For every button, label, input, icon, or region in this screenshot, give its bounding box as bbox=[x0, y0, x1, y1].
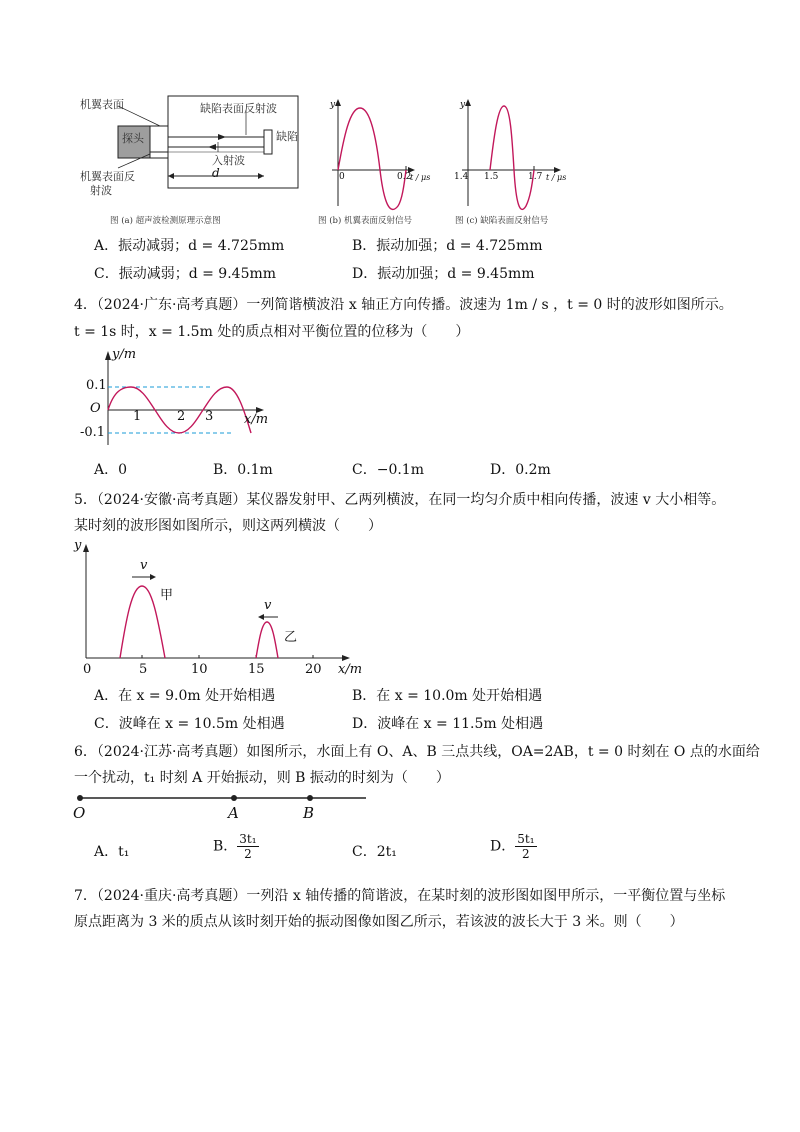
fig-c-y: y bbox=[460, 100, 466, 110]
q4-wave-graph bbox=[80, 345, 280, 450]
q7-stem-line-2: 原点距离为 3 米的质点从该时刻开始的振动图像如图乙所示，若该波的波长大于 3 米。则（ ） bbox=[74, 914, 684, 930]
fig-a-label-d: d bbox=[212, 166, 220, 180]
fig-b-caption: 图 (b) 机翼表面反射信号 bbox=[318, 216, 412, 226]
q5-option-c[interactable]: C．波峰在 x = 10.5m 处相遇 bbox=[94, 716, 285, 732]
q6-stem-line-1: 6．（2024·江苏·高考真题）如图所示，水面上有 O、A、B 三点共线，OA=2AB，t = 0 时刻在 O 点的水面给 bbox=[74, 744, 760, 760]
q5-graph-x5: 5 bbox=[139, 662, 148, 677]
q5-graph-v2: v bbox=[264, 598, 272, 613]
q3-option-d[interactable]: D．振动加强；d = 9.45mm bbox=[352, 266, 535, 282]
q5-wave-jia bbox=[120, 586, 165, 658]
q5-graph-wave1: 甲 bbox=[160, 588, 174, 603]
q6-option-b-prefix: B． bbox=[213, 838, 238, 855]
fig-c-t: t / μs bbox=[546, 173, 567, 182]
fig-b-tick: 0.2 bbox=[397, 172, 412, 182]
fig-c-caption: 图 (c) 缺陷表面反射信号 bbox=[455, 216, 549, 226]
fig-b-t: t / μs bbox=[410, 173, 431, 182]
q6-point-o: O bbox=[73, 804, 86, 822]
fig-b-origin: 0 bbox=[339, 172, 345, 182]
q6-option-b[interactable] bbox=[213, 832, 259, 861]
q5-wave-yi bbox=[256, 622, 278, 658]
fig-a-label-probe: 探头 bbox=[122, 132, 144, 145]
q4-graph-x2: 2 bbox=[177, 409, 186, 424]
q3-option-c[interactable]: C．振动减弱；d = 9.45mm bbox=[94, 266, 277, 282]
q5-option-a[interactable]: A．在 x = 9.0m 处开始相遇 bbox=[94, 688, 276, 704]
fig-a-label-incident: 入射波 bbox=[212, 154, 245, 167]
fig-a-label-defect: 缺陷 bbox=[276, 130, 298, 143]
q5-graph-ylabel: y bbox=[74, 538, 82, 553]
q6-option-d-num: 5t₁ bbox=[517, 832, 535, 846]
q6-option-c[interactable]: C．2t₁ bbox=[352, 844, 397, 860]
q6-option-b-den: 2 bbox=[244, 847, 252, 861]
q6-option-b-fraction bbox=[237, 832, 258, 861]
q4-graph-x3: 3 bbox=[205, 409, 214, 424]
q4-graph-xlabel: x/m bbox=[244, 412, 269, 427]
q6-option-b-num: 3t₁ bbox=[239, 832, 257, 846]
q4-stem-line-1: 4．（2024·广东·高考真题）一列简谐横波沿 x 轴正方向传播。波速为 1m / s ，t = 0 时的波形如图所示。 bbox=[74, 297, 733, 313]
q6-stem-line-2: 一个扰动，t₁ 时刻 A 开始振动，则 B 振动的时刻为（ ） bbox=[74, 770, 450, 786]
q6-option-d-prefix: D． bbox=[490, 838, 516, 855]
q5-option-b[interactable]: B．在 x = 10.0m 处开始相遇 bbox=[352, 688, 543, 704]
q4-option-a[interactable]: A．0 bbox=[94, 462, 128, 478]
q4-graph-x1: 1 bbox=[133, 409, 142, 424]
fig-c-wave bbox=[490, 106, 534, 209]
q3-option-b[interactable]: B．振动加强；d = 4.725mm bbox=[352, 238, 543, 254]
q5-stem-line-1: 5．（2024·安徽·高考真题）某仪器发射甲、乙两列横波，在同一均匀介质中相向传播，波速 v 大小相等。 bbox=[74, 492, 726, 508]
fig-c-t3: 1.7 bbox=[528, 172, 543, 182]
q7-stem-line-1: 7．（2024·重庆·高考真题）一列沿 x 轴传播的简谐波，在某时刻的波形图如图甲所示，一平衡位置与坐标 bbox=[74, 888, 726, 904]
q5-wave-graph bbox=[74, 540, 374, 665]
q5-graph-xlabel: x/m bbox=[338, 662, 363, 677]
q5-graph-x15: 15 bbox=[248, 662, 265, 677]
q4-option-c[interactable]: C．−0.1m bbox=[352, 462, 424, 478]
fig-b-wave bbox=[338, 108, 406, 209]
q5-graph-x10: 10 bbox=[191, 662, 208, 677]
fig-a-caption: 图 (a) 超声波检测原理示意图 bbox=[110, 216, 221, 226]
q3-option-a[interactable]: A．振动减弱；d = 4.725mm bbox=[94, 238, 285, 254]
fig-a-label-defect-reflect: 缺陷表面反射波 bbox=[200, 102, 277, 115]
fig-a-label-surface-reflect-1: 机翼表面反 bbox=[80, 170, 135, 183]
figure-b-graph bbox=[320, 96, 430, 216]
q6-point-b: B bbox=[303, 804, 315, 822]
q6-point-a: A bbox=[228, 804, 239, 822]
q4-option-d[interactable]: D．0.2m bbox=[490, 462, 551, 478]
q5-option-d[interactable]: D．波峰在 x = 11.5m 处相遇 bbox=[352, 716, 544, 732]
fig-c-t1: 1.4 bbox=[454, 172, 469, 182]
q6-option-a[interactable]: A．t₁ bbox=[94, 844, 130, 860]
fig-a-label-surface: 机翼表面 bbox=[80, 98, 124, 111]
q6-option-d-fraction bbox=[515, 832, 536, 861]
q6-line-diagram bbox=[74, 790, 374, 806]
q5-graph-wave2: 乙 bbox=[284, 630, 298, 645]
q5-stem-line-2: 某时刻的波形图如图所示，则这两列横波（ ） bbox=[74, 518, 382, 534]
q4-graph-origin: O bbox=[90, 401, 101, 416]
q5-graph-x20: 20 bbox=[305, 662, 322, 677]
q4-graph-ylabel: y/m bbox=[112, 347, 137, 362]
q4-option-b[interactable]: B．0.1m bbox=[213, 462, 273, 478]
q4-graph-ylo: -0.1 bbox=[80, 425, 106, 440]
q6-option-d[interactable] bbox=[490, 832, 537, 861]
figure-c-graph bbox=[450, 96, 575, 216]
q5-graph-v1: v bbox=[140, 558, 148, 573]
q4-graph-yhi: 0.1 bbox=[86, 378, 107, 393]
fig-a-label-surface-reflect-2: 射波 bbox=[90, 184, 112, 197]
fig-c-t2: 1.5 bbox=[484, 172, 499, 182]
q6-option-d-den: 2 bbox=[522, 847, 530, 861]
q5-graph-x0: 0 bbox=[83, 662, 92, 677]
fig-b-y: y bbox=[330, 100, 336, 110]
q4-stem-line-2: t = 1s 时，x = 1.5m 处的质点相对平衡位置的位移为（ ） bbox=[74, 324, 470, 340]
